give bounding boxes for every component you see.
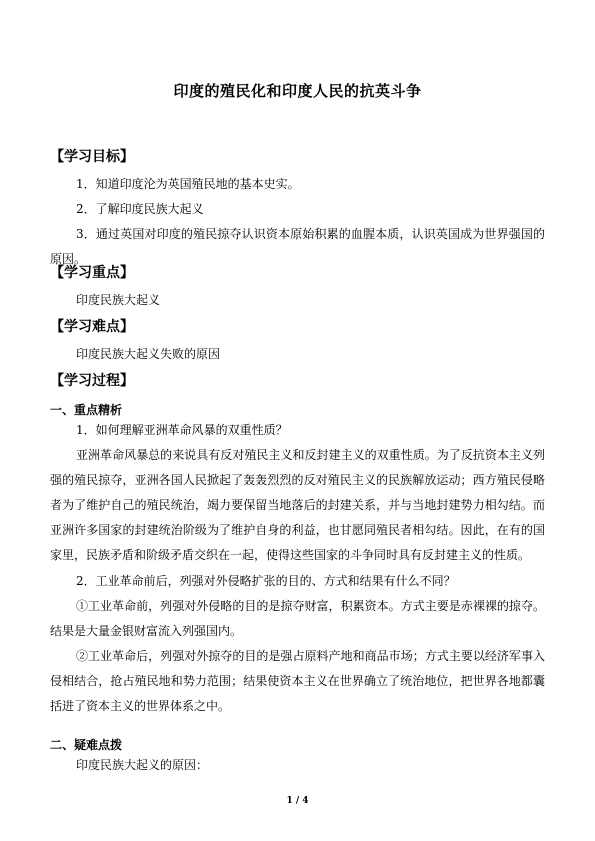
- section2-heading: 二、疑难点拨: [50, 738, 123, 752]
- key-point-text: 印度民族大起义: [76, 293, 161, 307]
- answer-2-part-2: ②工业革命后，列强对外掠夺的目的是强占原料产地和商品市场；方式主要以经济军事入侵相结合，抢占殖民地和势力范围；结果使资本主义在世界确立了统治地位，把世界各地都囊括进了资本主义的世界体系之中。: [50, 649, 545, 713]
- section1-heading: 一、重点精析: [50, 403, 123, 417]
- objective-item-1: 1．知道印度沦为英国殖民地的基本史实。: [76, 177, 300, 191]
- page-number: 1 / 4: [286, 796, 309, 806]
- question-2: 2．工业革命前后，列强对外侵略扩张的目的、方式和结果有什么不同？: [76, 574, 456, 588]
- key-point-heading: 【学习重点】: [50, 265, 134, 281]
- objectives-heading: 【学习目标】: [50, 149, 134, 165]
- question-1: 1．如何理解亚洲革命风暴的双重性质？: [76, 423, 288, 437]
- answer-2-part-1: ①工业革命前，列强对外侵略的目的是掠夺财富，积累资本。方式主要是赤裸裸的掠夺。结果是大量金银财富流入列强国内。: [50, 599, 545, 638]
- section2-text: 印度民族大起义的原因：: [76, 758, 209, 772]
- document-title: 印度的殖民化和印度人民的抗英斗争: [173, 82, 422, 100]
- objective-item-2: 2．了解印度民族大起义: [76, 202, 204, 216]
- difficult-point-text: 印度民族大起义失败的原因: [76, 347, 221, 361]
- answer-1: 亚洲革命风暴总的来说具有反对殖民主义和反封建主义的双重性质。为了反抗资本主义列强的殖民掠夺，亚洲各国人民掀起了轰轰烈烈的反对殖民主义的民族解放运动；西方殖民侵略者为了维护自己的殖民统治，竭力要保留当地落后的封建关系，并与当地封建势力相勾结。而亚洲许多国家的封建统治阶级为了维护自身的利益，也甘愿同殖民者相勾结。因此，在有的国家里，民族矛盾和阶级矛盾交织在一起，使得这些国家的斗争同时具有反封建主义的性质。: [50, 448, 545, 562]
- difficult-point-heading: 【学习难点】: [50, 319, 134, 335]
- process-heading: 【学习过程】: [50, 373, 134, 389]
- objective-item-3: 3．通过英国对印度的殖民掠夺认识资本原始积累的血腥本质，认识英国成为世界强国的原因。: [50, 227, 545, 266]
